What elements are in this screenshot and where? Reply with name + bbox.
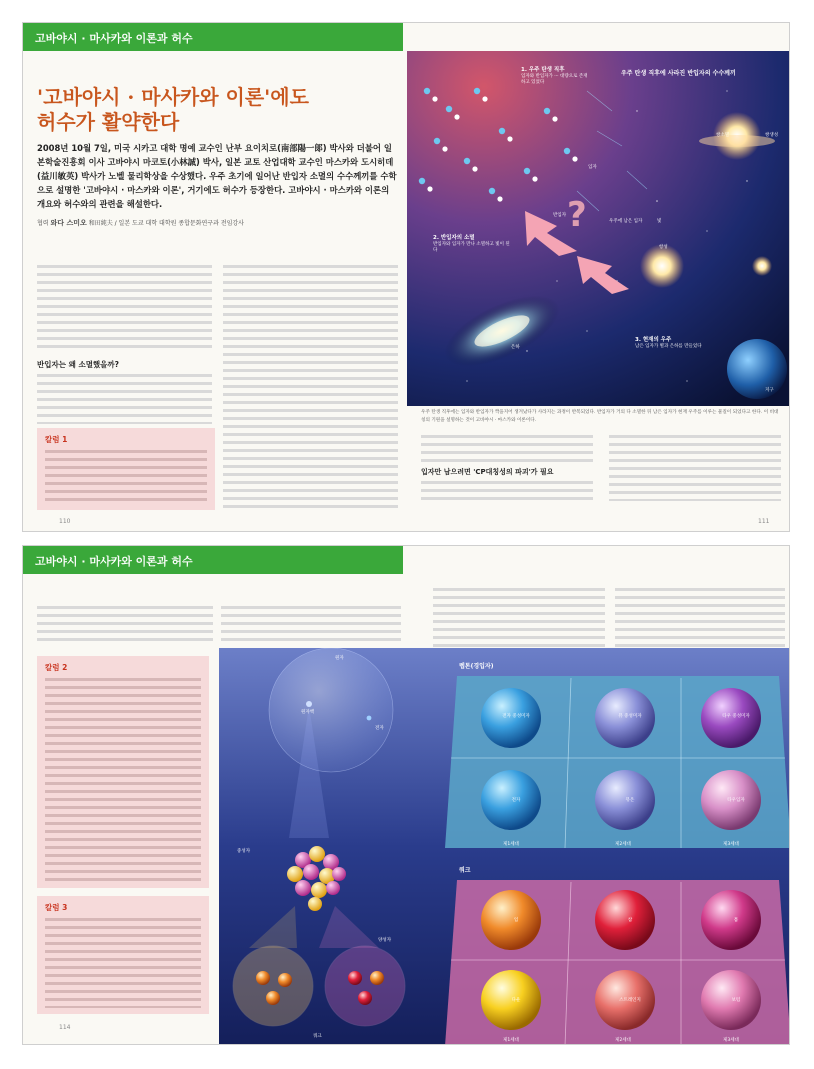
lbl-top: 톱 <box>733 918 739 923</box>
cosmos-illustration <box>407 51 790 406</box>
lbl-strange: 스트레인지 <box>619 998 641 1003</box>
label-annihilation: 쌍소멸 <box>716 133 730 138</box>
box-3-text <box>45 916 201 1008</box>
step-1-title: 1. 우주 탄생 직후 <box>521 67 565 73</box>
byline-label: 협력 <box>37 220 49 227</box>
proton-bubble <box>325 946 405 1026</box>
body-column-4 <box>609 433 781 501</box>
byline-name: 와다 스미오 <box>50 219 87 227</box>
label-antiparticle: 반입자 <box>553 213 567 218</box>
byline <box>37 218 244 228</box>
box-3-title: 칼럼 3 <box>45 903 68 912</box>
byline-affiliation: 和田純夫 / 일본 도쿄 대학 대학원 종합문화연구과 전임강사 <box>88 220 244 227</box>
box-2-text <box>45 676 201 881</box>
spread-bottom <box>22 545 790 1045</box>
section-title: 고바야시 · 마사카와 이론과 허수 <box>35 32 193 45</box>
title-line-2: 허수가 활약한다 <box>37 110 180 134</box>
lepton-gen-3: 제3세대 <box>723 842 739 847</box>
question-mark: ? <box>567 195 587 235</box>
label-earth: 지구 <box>765 388 774 393</box>
lbl-down: 다운 <box>511 998 521 1003</box>
earth <box>727 339 787 399</box>
label-quark: 쿼크 <box>313 1034 322 1039</box>
lbl-electron-neutrino: 전자 중성미자 <box>502 714 530 719</box>
page-title <box>37 85 367 135</box>
step-1-label <box>521 67 591 86</box>
lbl-up: 업 <box>513 918 519 923</box>
step-2-text: 반입자와 입자가 만나 소멸하고 빛이 된다 <box>433 242 510 253</box>
neutron-bubble <box>233 946 313 1026</box>
label-atom: 원자 <box>335 656 344 661</box>
column-box-2 <box>37 656 209 888</box>
title-line-1: '고바야시 · 마사카와 이론'에도 <box>37 85 309 109</box>
quark-title: 쿼크 <box>459 867 471 874</box>
illustration-heading: 우주 탄생 직후에 사라진 반입자의 수수께끼 <box>621 70 736 77</box>
quark-gen-3: 제3세대 <box>723 1038 739 1043</box>
p2-body-column-4 <box>615 586 785 648</box>
label-electron: 전자 <box>375 726 384 731</box>
distant-star <box>752 256 772 276</box>
lbl-charm: 참 <box>627 918 633 923</box>
column-box-3 <box>37 896 209 1014</box>
body-column-1 <box>37 263 212 353</box>
lepton-gen-1: 제1세대 <box>503 842 519 847</box>
p2-body-column-3 <box>433 586 605 656</box>
label-star: 항성 <box>659 245 668 250</box>
spread-top <box>22 22 790 532</box>
illustration-caption: 우주 탄생 직후에는 입자와 반입자가 짝을지어 생겨났다가 사라지는 과정이 반복되었다. 반입자가 거의 다 소멸한 뒤 남은 입자가 현재 우주를 이루는 물질이 되었다고 한다. 이 비대칭의 기원을 설명하는 것이 고바야시 · 마스카와 이론이다. <box>421 410 779 423</box>
lbl-tau: 타우입자 <box>727 798 745 803</box>
body-column-3b <box>421 479 593 501</box>
step-3-title: 3. 현재의 우주 <box>635 337 672 343</box>
label-particle: 입자 <box>588 165 597 170</box>
lead-paragraph: 2008년 10월 7일, 미국 시카고 대학 명예 교수인 난부 요이치로(南部陽一郞) 박사와 더불어 일본학술진흥회 이사 고바야시 마코토(小林誠) 박사, 일본 교토 산업대학 교수인 마스카와 도시히데(益川敏英) 박사가 노벨 물리학상을 수상했다. 우주 초기에 일어난 반입자 소멸의 수수께끼를 수학으로 설명한 '고바야시 · 마스카와 이론', 거기에도 허수가 등장한다. 고바야시 · 마스카와 이론의 개요와 허수와의 관련을 해설한다. <box>37 143 397 209</box>
subhead-cp-violation: 입자만 남으려면 'CP대칭성의 파괴'가 필요 <box>421 468 554 476</box>
section-ribbon <box>23 23 403 51</box>
step-2-title: 2. 반입자의 소멸 <box>433 235 475 241</box>
lepton-gen-2: 제2세대 <box>615 842 631 847</box>
p2-body-column-2 <box>221 604 401 644</box>
box-2-title: 칼럼 2 <box>45 663 68 672</box>
p2-page-number: 114 <box>59 1024 71 1031</box>
subhead-antiparticle: 반입자는 왜 소멸했을까? <box>37 360 120 369</box>
body-column-3a <box>421 433 593 465</box>
label-light: 빛 <box>657 219 662 224</box>
label-nucleus: 원자핵 <box>301 710 315 715</box>
electron-dot <box>367 716 372 721</box>
section-title-2: 고바야시 · 마사카와 이론과 허수 <box>35 555 193 568</box>
step-2-label <box>433 235 513 254</box>
atom-bubble <box>269 648 393 772</box>
label-creation: 쌍생성 <box>765 133 779 138</box>
lbl-muon-neutrino: 뮤 중성미자 <box>618 714 642 719</box>
page-number-left: 110 <box>59 518 71 525</box>
page-number-right: 111 <box>758 518 770 525</box>
step-3-label <box>635 337 715 350</box>
column-box-1 <box>37 428 215 510</box>
label-neutron: 중성자 <box>237 849 251 854</box>
body-column-1b <box>37 372 212 424</box>
box-1-title: 칼럼 1 <box>45 435 68 444</box>
lbl-electron: 전자 <box>511 798 521 803</box>
lbl-muon: 뮤온 <box>625 798 635 803</box>
section-ribbon-2 <box>23 546 403 574</box>
lepton-title: 렙톤(경입자) <box>459 663 494 670</box>
label-proton: 양성자 <box>378 938 392 943</box>
quark-gen-2: 제2세대 <box>615 1038 631 1043</box>
lbl-tau-neutrino: 타우 중성미자 <box>722 714 750 719</box>
box-1-text <box>45 448 207 503</box>
step-3-text: 남은 입자가 별과 은하를 만들었다 <box>635 344 702 349</box>
quark-gen-1: 제1세대 <box>503 1038 519 1043</box>
body-column-2 <box>223 263 398 513</box>
step-1-text: 입자와 반입자가 ··· 대량으로 존재하고 있었다 <box>521 74 588 85</box>
lbl-bottom: 보텀 <box>731 998 741 1003</box>
p2-body-column-1 <box>37 604 213 644</box>
label-remaining: 우주에 남은 입자 <box>609 219 643 224</box>
label-galaxy: 은하 <box>511 345 520 350</box>
